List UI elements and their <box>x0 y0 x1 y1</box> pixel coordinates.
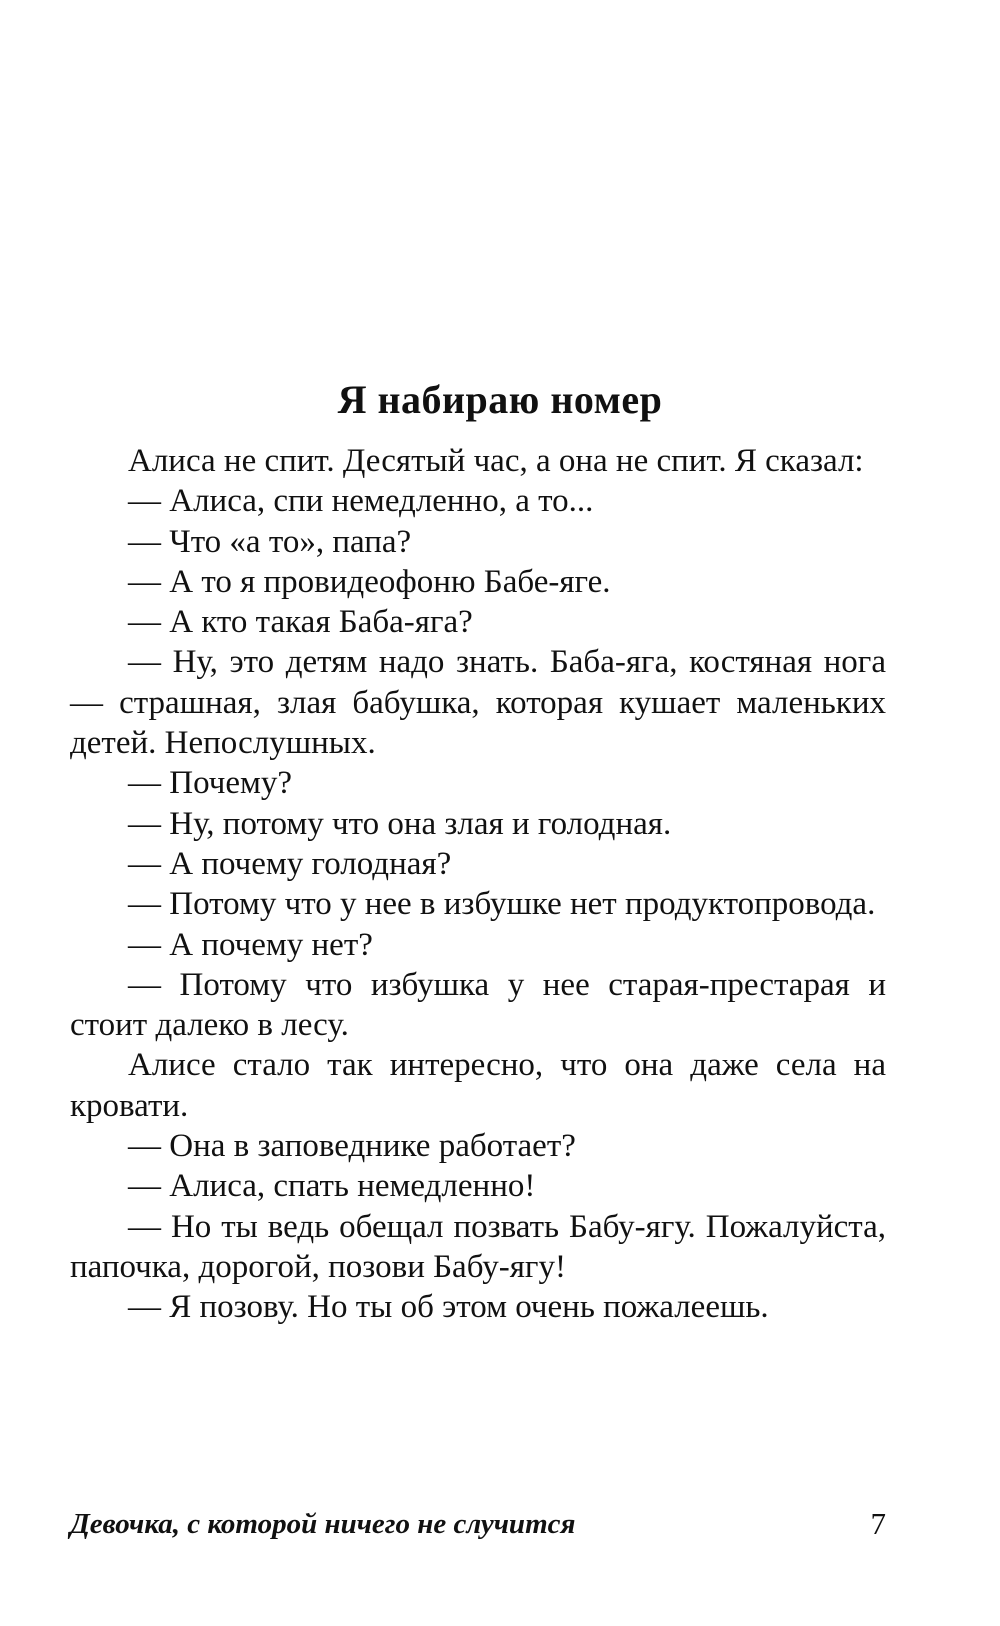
page-footer <box>70 1502 886 1546</box>
paragraph: — Что «а то», папа? <box>128 523 412 560</box>
paragraph: — Но ты ведь обещал позвать Бабу-ягу. Пожалуйста, папочка, дорогой, позови Бабу-ягу! <box>70 1208 886 1285</box>
paragraph: — А то я провидеофоню Бабе-яге. <box>128 563 611 600</box>
paragraph: Алисе стало так интересно, что она даже села на кровати. <box>70 1047 886 1124</box>
paragraph: — А кто такая Баба-яга? <box>128 604 473 641</box>
paragraph: Алиса не спит. Десятый час, а она не спит. Я сказал: <box>128 443 864 479</box>
paragraph: — Алиса, спать немедленно! <box>128 1168 536 1205</box>
paragraph: — Я позову. Но ты об этом очень пожалеешь. <box>128 1289 769 1326</box>
page-number: 7 <box>870 1506 886 1541</box>
paragraph: — А почему нет? <box>128 926 373 963</box>
chapter-title: Я набираю номер <box>337 377 663 422</box>
paragraph: — Потому что избушка у нее старая-престарая и стоит далеко в лесу. <box>70 966 886 1044</box>
paragraph: — Она в заповеднике работает? <box>128 1128 576 1165</box>
paragraph: — Почему? <box>128 765 293 802</box>
running-title: Девочка, с которой ничего не случится <box>70 1508 576 1540</box>
paragraph: — А почему голодная? <box>128 845 452 882</box>
paragraph: — Алиса, спи немедленно, а то... <box>128 483 594 520</box>
paragraph: — Ну, потому что она злая и голодная. <box>128 805 672 842</box>
paragraph: — Потому что у нее в избушке нет продуктопровода. <box>128 886 876 923</box>
chapter-body <box>70 441 886 1328</box>
paragraph: — Ну, это детям надо знать. Баба-яга, костяная нога — страшная, злая бабушка, которая кушает маленьких детей. Непослушных. <box>70 644 886 762</box>
